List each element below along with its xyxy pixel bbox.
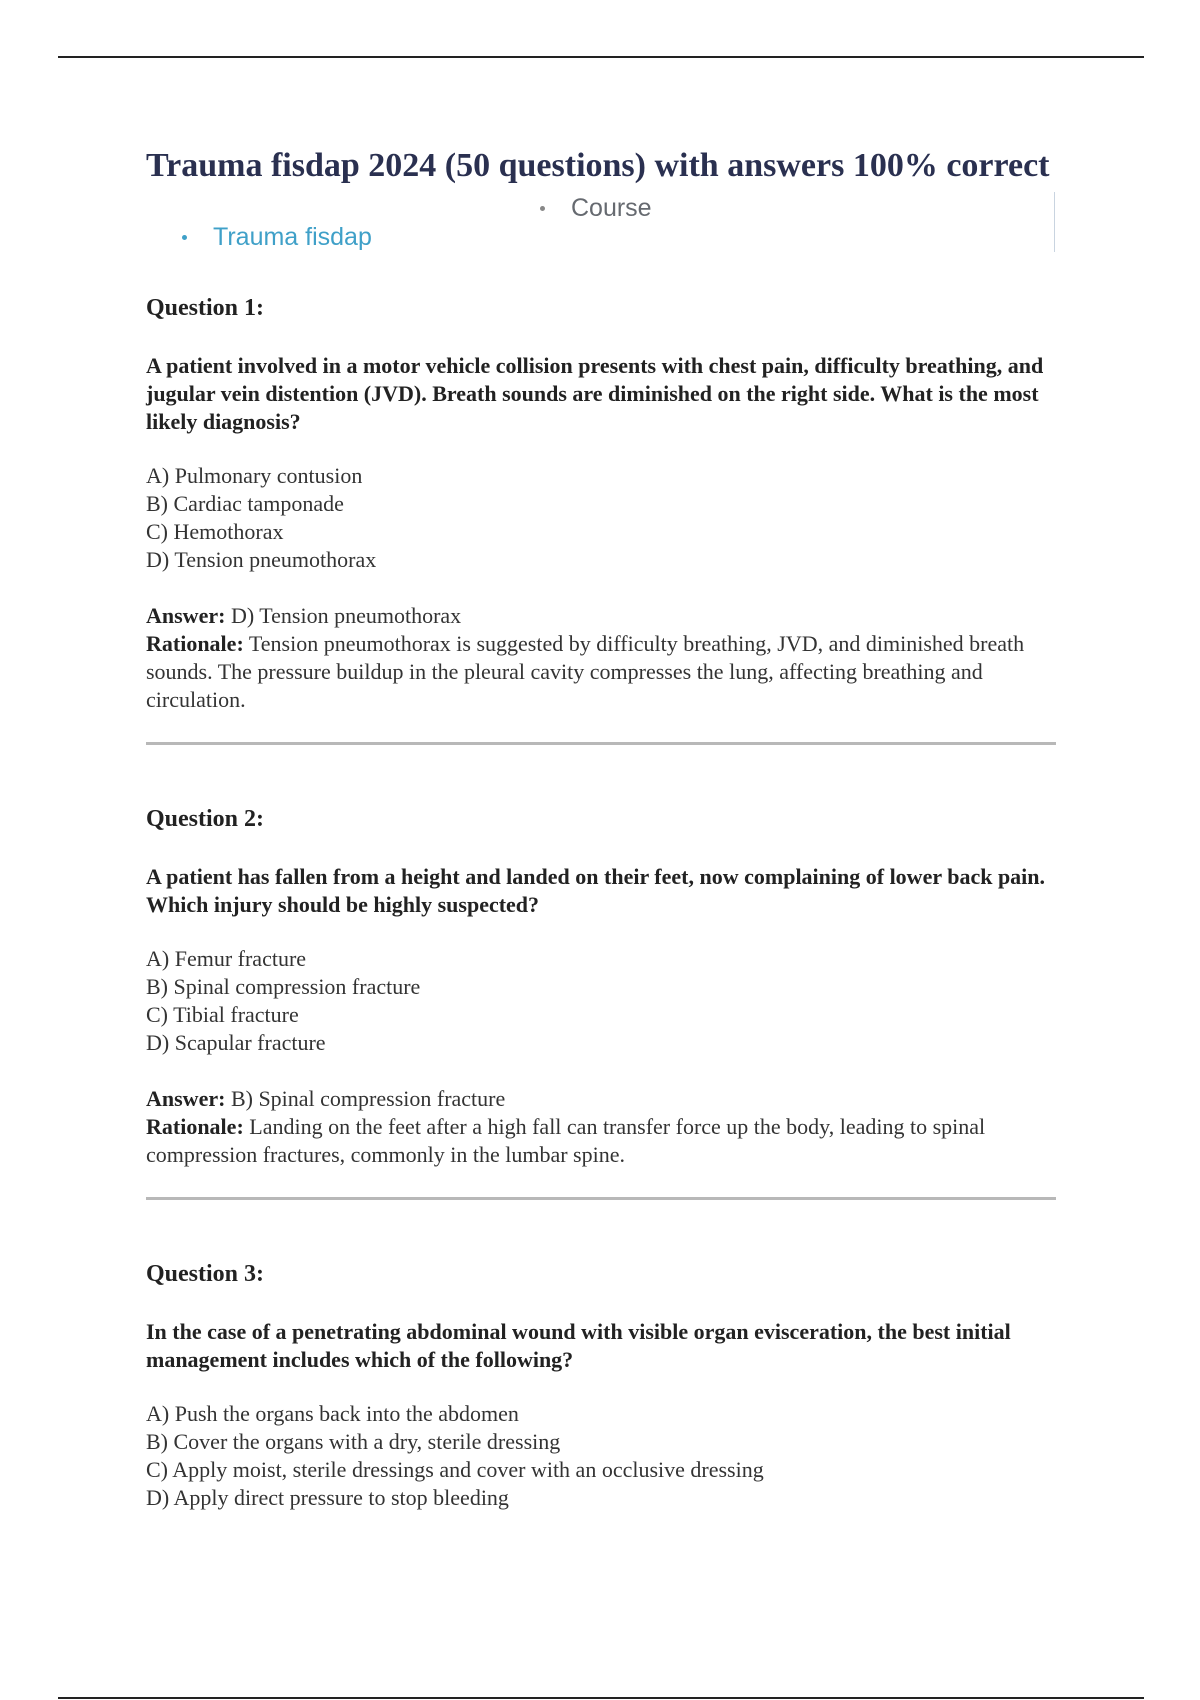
answer-label: Answer: — [146, 1086, 226, 1111]
rationale-label: Rationale: — [146, 1114, 244, 1139]
rationale-value: Tension pneumothorax is suggested by difficulty breathing, JVD, and diminished breath sounds. The pressure buildup in the pleural cavity compresses the lung, affecting breathing and circulation. — [146, 631, 1025, 712]
rationale-value: Landing on the feet after a high fall can transfer force up the body, leading to spinal compression fractures, commonly in the lumbar spine. — [146, 1114, 986, 1167]
rationale-label: Rationale: — [146, 631, 244, 656]
answer-block — [146, 1085, 1056, 1169]
answer-line — [146, 602, 1056, 630]
option-item: A) Pulmonary contusion — [146, 463, 363, 488]
answer-value: D) Tension pneumothorax — [230, 603, 462, 628]
options-list — [146, 462, 1056, 574]
course-label: Course — [571, 194, 652, 222]
document-title: Trauma fisdap 2024 (50 questions) with answers 100% correct — [146, 147, 1050, 184]
question-text: A patient involved in a motor vehicle collision presents with chest pain, difficulty breathing, and jugular vein distention (JVD). Breath sounds are diminished on the right side. What is the most likely diagnosis? — [146, 353, 1044, 434]
course-meta-item — [540, 194, 652, 223]
option-item: B) Spinal compression fracture — [146, 974, 421, 999]
question-separator — [146, 1197, 1056, 1200]
question-text: A patient has fallen from a height and landed on their feet, now complaining of lower back pain. Which injury should be highly suspected? — [146, 864, 1046, 917]
answer-block — [146, 602, 1056, 714]
question-block — [146, 805, 1056, 1200]
bullet-icon — [540, 206, 545, 211]
options-list — [146, 1400, 1056, 1512]
question-heading: Question 2: — [146, 806, 265, 832]
category-meta-item[interactable] — [182, 223, 372, 252]
option-item: C) Tibial fracture — [146, 1002, 299, 1027]
question-separator — [146, 742, 1056, 745]
page-top-rule — [58, 56, 1144, 58]
answer-line — [146, 1085, 1056, 1113]
page-bottom-rule — [58, 1697, 1144, 1699]
question-heading: Question 1: — [146, 295, 265, 321]
option-item: C) Apply moist, sterile dressings and cover with an occlusive dressing — [146, 1457, 764, 1482]
rationale-line — [146, 630, 1056, 714]
option-item: D) Apply direct pressure to stop bleeding — [146, 1485, 509, 1510]
question-heading: Question 3: — [146, 1261, 265, 1287]
option-item: B) Cover the organs with a dry, sterile dressing — [146, 1429, 561, 1454]
category-link[interactable]: Trauma fisdap — [213, 223, 372, 251]
option-item: A) Push the organs back into the abdomen — [146, 1401, 519, 1426]
rationale-line — [146, 1113, 1056, 1169]
document-body — [146, 146, 1056, 1512]
question-text: In the case of a penetrating abdominal wound with visible organ evisceration, the best initial management includes which of the following? — [146, 1319, 1011, 1372]
options-list — [146, 945, 1056, 1057]
question-block — [146, 294, 1056, 745]
bullet-icon — [182, 235, 187, 240]
document-meta — [146, 186, 1056, 266]
option-item: C) Hemothorax — [146, 519, 284, 544]
question-block — [146, 1260, 1056, 1512]
option-item: D) Tension pneumothorax — [146, 547, 377, 572]
answer-value: B) Spinal compression fracture — [230, 1086, 506, 1111]
option-item: B) Cardiac tamponade — [146, 491, 344, 516]
answer-label: Answer: — [146, 603, 226, 628]
option-item: A) Femur fracture — [146, 946, 307, 971]
option-item: D) Scapular fracture — [146, 1030, 326, 1055]
meta-divider — [1054, 192, 1055, 252]
